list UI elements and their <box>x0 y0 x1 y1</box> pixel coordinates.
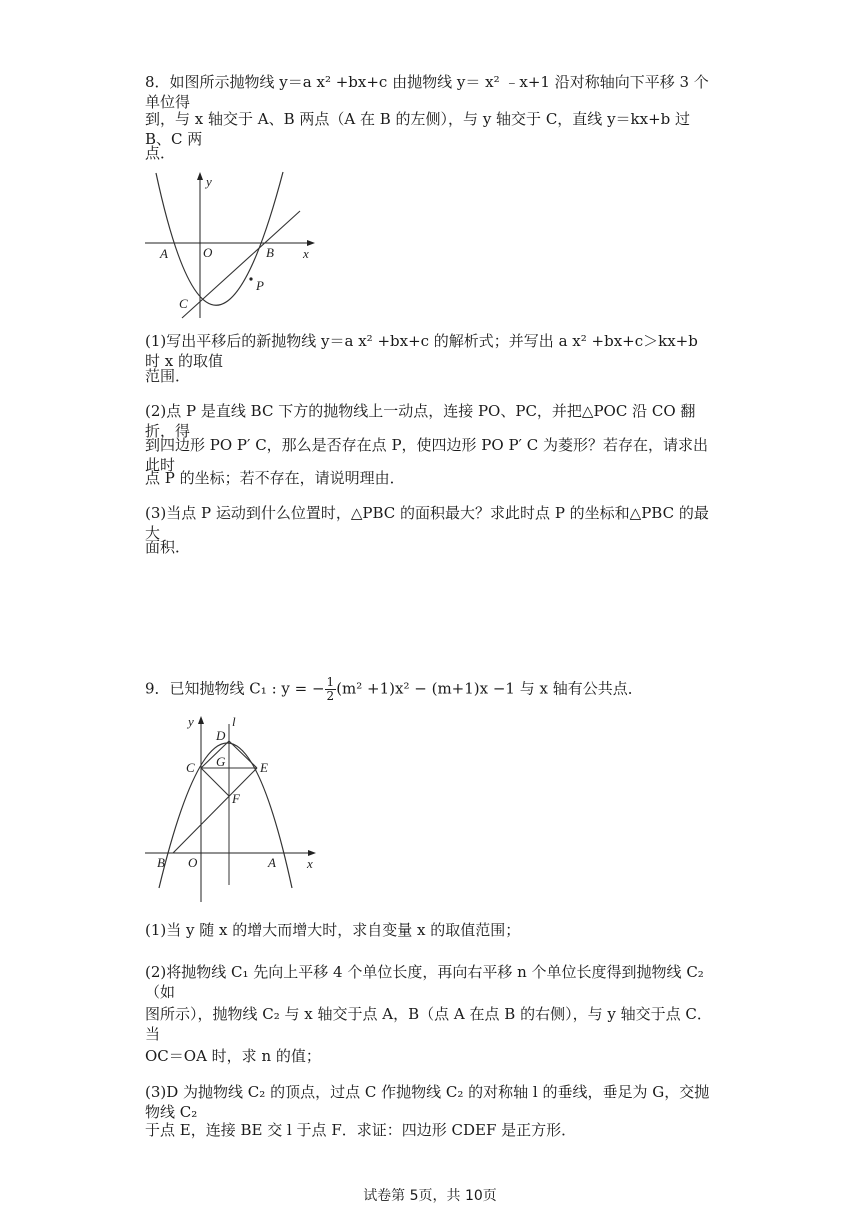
q8-part3-line-1: (3)当点 P 运动到什么位置时，△PBC 的面积最大？求此时点 P 的坐标和△PBC 的最大 <box>145 504 709 542</box>
q8-label-c: C <box>179 296 188 311</box>
page-footer: 试卷第 5页，共 10页 <box>363 1188 497 1204</box>
q9-label-o: O <box>188 855 198 870</box>
q8-label-y: y <box>206 174 212 189</box>
q9-stem <box>145 676 715 703</box>
q9-y-arrow <box>198 716 204 724</box>
q9-part3-line-1: (3)D 为抛物线 C₂ 的顶点，过点 C 作抛物线 C₂ 的对称轴 l 的垂线，垂足为 G，交抛物线 C₂ <box>145 1083 710 1121</box>
q9-label-c: C <box>186 760 195 775</box>
q9-part1: (1)当 y 随 x 的增大而增大时，求自变量 x 的取值范围； <box>145 921 521 939</box>
q9-label-a: A <box>268 855 276 870</box>
q9-figure <box>140 710 325 905</box>
q9-part2-line-1: (2)将抛物线 C₁ 先向上平移 4 个单位长度，再向右平移 n 个单位长度得到抛物线 C₂（如 <box>145 963 704 1001</box>
q8-part2-line-3: 点 P 的坐标；若不存在，请说明理由． <box>145 469 405 487</box>
q9-label-x: x <box>307 856 313 871</box>
q8-figure <box>140 168 325 323</box>
q9-label-b: B <box>157 855 165 870</box>
q9-seg-de <box>229 741 257 768</box>
q8-label-b: B <box>266 245 274 260</box>
q8-stem-line-1: 8．如图所示抛物线 y＝a x² +bx+c 由抛物线 y＝ x² ﹣x+1 沿对称轴向下平移 3 个单位得 <box>145 73 709 111</box>
q9-label-g: G <box>216 754 226 769</box>
q8-part1-line-2: 范围． <box>145 367 191 385</box>
q8-stem-line-3: 点． <box>145 144 176 162</box>
q9-part2-line-2: 图所示），抛物线 C₂ 与 x 轴交于点 A，B（点 A 在点 B 的右侧），与 y 轴交于点 C．当 <box>145 1005 712 1043</box>
q8-point-p <box>249 277 252 280</box>
q8-y-arrow <box>197 172 203 180</box>
q8-part1-line-1: (1)写出平移后的新抛物线 y＝a x² +bx+c 的解析式；并写出 a x² +bx+c＞kx+b 时 x 的取值 <box>145 332 698 370</box>
q8-label-o: O <box>203 245 213 260</box>
q8-stem-line-2: 到，与 x 轴交于 A、B 两点（A 在 B 的左侧），与 y 轴交于 C，直线 y＝kx+b 过 B、C 两 <box>145 110 691 148</box>
q9-label-f: F <box>232 791 240 806</box>
q9-stem-post: (m² +1)x² − (m+1)x −1 与 x 轴有公共点． <box>336 679 643 698</box>
q9-label-d: D <box>216 728 226 743</box>
q9-label-e: E <box>260 760 268 775</box>
q9-frac-num: 1 <box>326 675 335 689</box>
q9-seg-be <box>173 768 257 853</box>
q8-label-p: P <box>256 278 264 293</box>
q9-fraction <box>325 676 337 703</box>
q9-label-l: l <box>232 714 236 729</box>
q8-part2-line-2: 到四边形 PO P′ C，那么是否存在点 P，使四边形 PO P′ C 为菱形？若存在，请求出此时 <box>145 436 708 474</box>
q9-stem-pre: 9．已知抛物线 C₁ : y = − <box>145 679 325 698</box>
q8-label-a: A <box>160 246 168 261</box>
q9-part3-line-2: 于点 E，连接 BE 交 l 于点 F．求证：四边形 CDEF 是正方形． <box>145 1121 577 1139</box>
q9-part2-line-3: OC＝OA 时，求 n 的值； <box>145 1047 321 1065</box>
q9-label-y: y <box>188 714 194 729</box>
q8-part3-line-2: 面积． <box>145 538 191 556</box>
q8-label-x: x <box>303 246 309 261</box>
q8-part2-line-1: (2)点 P 是直线 BC 下方的抛物线上一动点，连接 PO、PC，并把△POC 沿 CO 翻折，得 <box>145 402 696 440</box>
q9-frac-den: 2 <box>326 689 335 703</box>
q9-seg-cf <box>201 768 229 796</box>
